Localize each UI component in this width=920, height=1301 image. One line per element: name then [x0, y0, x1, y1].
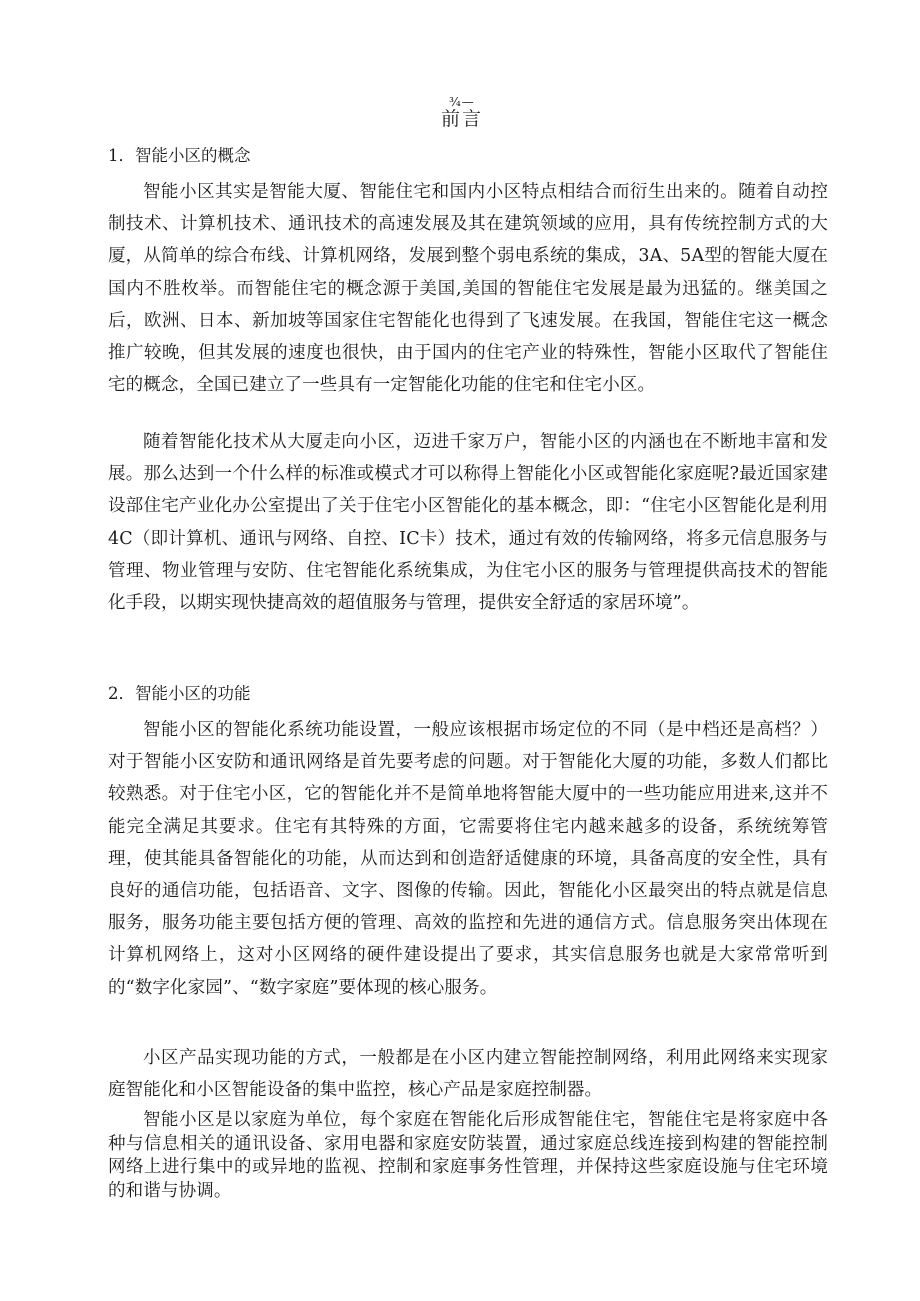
section-2-paragraph-1: 智能小区的智能化系统功能设置，一般应该根据市场定位的不同（是中档还是高档？）对于智能小区安防和通讯网络是首先要考虑的问题。对于智能化大厦的功能，多数人们都比较熟悉。对于住宅小区，它的智能化并不是简单地将智能大厦中的一些功能应用进来,这并不能完全满足其要求。住宅有其特殊的方面，它需要将住宅内越来越多的设备，系统统筹管理，使其能具备智能化的功能，从而达到和创造舒适健康的环境，具备高度的安全性，具有良好的通信功能，包括语音、文字、图像的传输。因此，智能化小区最突出的特点就是信息服务，服务功能主要包括方便的管理、高效的监控和先进的通信方式。信息服务突出体现在计算机网络上，这对小区网络的硬件建设提出了要求，其实信息服务也就是大家常常听到的“数字化家园”、“数字家庭”要体现的核心服务。	[108, 720, 828, 998]
section-2-paragraph-2: 小区产品实现功能的方式，一般都是在小区内建立智能控制网络，利用此网络来实现家庭智能化和小区智能设备的集中监控，核心产品是家庭控制器。	[108, 1048, 828, 1101]
section-1-paragraph-2: 随着智能化技术从大厦走向小区，迈进千家万户，智能小区的内涵也在不断地丰富和发展。那么达到一个什么样的标准或模式才可以称得上智能化小区或智能化家庭呢?最近国家建设部住宅产业化办公室提出了关于住宅小区智能化的基本概念，即：“住宅小区智能化是利用4C（即计算机、通讯与网络、自控、IC卡）技术，通过有效的传输网络，将多元信息服务与管理、物业管理与安防、住宅智能化系统集成，为住宅小区的服务与管理提供高技术的智能化手段，以期实现快捷高效的超值服务与管理，提供安全舒适的家居环境”。	[108, 432, 828, 614]
section-1-paragraph-1: 智能小区其实是智能大厦、智能住宅和国内小区特点相结合而衍生出来的。随着自动控制技术、计算机技术、通讯技术的高速发展及其在建筑领域的应用，具有传统控制方式的大厦，从简单的综合布线、计算机网络，发展到整个弱电系统的集成，3A、5A型的智能大厦在国内不胜枚举。而智能住宅的概念源于美国,美国的智能住宅发展是最为迅猛的。继美国之后，欧洲、日本、新加坡等国家住宅智能化也得到了飞速发展。在我国，智能住宅这一概念推广较晚，但其发展的速度也很快，由于国内的住宅产业的特殊性，智能小区取代了智能住宅的概念，全国已建立了一些具有一定智能化功能的住宅和住宅小区。	[108, 182, 828, 396]
section-1-heading: 1．智能小区的概念	[108, 146, 251, 165]
page-title: 前言	[440, 108, 483, 130]
section-2-paragraph-3: 智能小区是以家庭为单位，每个家庭在智能化后形成智能住宅，智能住宅是将家庭中各种与信息相关的通讯设备、家用电器和家庭安防装置，通过家庭总线连接到构建的智能控制网络上进行集中的或异地的监视、控制和家庭事务性管理，并保持这些家庭设施与住宅环境的和谐与协调。	[108, 1110, 828, 1201]
section-2-heading: 2．智能小区的功能	[108, 684, 251, 703]
header-mark: ¾—	[449, 95, 475, 109]
